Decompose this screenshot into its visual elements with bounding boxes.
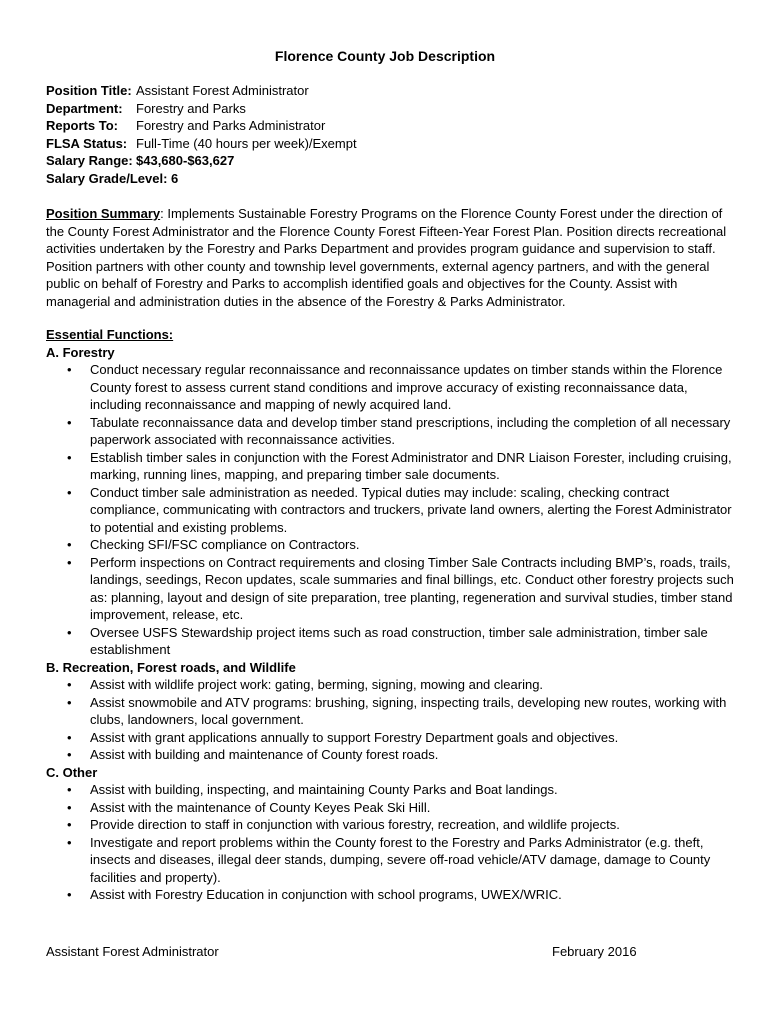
list-item-text: Oversee USFS Stewardship project items such as road construction, timber sale administration, timber sale establishment xyxy=(90,624,708,657)
list-item-text: Assist with wildlife project work: gating, berming, signing, mowing and clearing. xyxy=(90,677,544,692)
bullet-icon: • xyxy=(67,747,72,762)
position-summary-text: : Implements Sustainable Forestry Programs on the Florence County Forest under the direction of the County Forest Administrator and the Florence County Forest Fifteen-Year Forest Plan. Position directs recreational activities undertaken by the Forestry and Parks Department and provides program guidance and supervision to staff. Position partners with other county and township level governments, external agency partners, and with the general public on behalf of Forestry and Parks to accomplish identified goals and objectives for the County. Assist with managerial and administration duties in the absence of the Forestry & Parks Administrator. xyxy=(46,206,727,309)
bullet-icon: • xyxy=(67,624,72,640)
bullet-icon: • xyxy=(67,729,72,745)
bullet-icon: • xyxy=(67,362,72,377)
position-summary-label: Position Summary xyxy=(46,206,161,221)
list-item xyxy=(46,536,736,554)
list-item xyxy=(46,676,736,694)
list-item-text: Perform inspections on Contract requirements and closing Timber Sale Contracts including BMP’s, roads, trails, landings, seedings, Recon updates, scale summaries and final billings, etc. Conduct other forestry projects such as: planning, layout and design of site preparation, tree planting, regeneration and survival studies, timber stand improvement, release, etc. xyxy=(90,554,734,622)
bullet-icon: • xyxy=(67,799,72,815)
list-item xyxy=(46,484,736,537)
list-item xyxy=(46,694,736,729)
position-info-block xyxy=(46,82,357,187)
position-summary xyxy=(46,205,736,310)
footer-date: February 2016 xyxy=(552,944,637,959)
info-label: Position Title: xyxy=(46,83,132,98)
section-heading: B. Recreation, Forest roads, and Wildlife xyxy=(46,659,296,675)
bullet-icon: • xyxy=(67,414,72,430)
list-item-text: Tabulate reconnaissance data and develop timber stand prescriptions, including the completion of all necessary paperwork associated with reconnaissance activities. xyxy=(90,414,731,447)
essential-functions-heading: Essential Functions: xyxy=(46,327,174,342)
list-item-text: Assist with building, inspecting, and maintaining County Parks and Boat landings. xyxy=(90,782,558,797)
bullet-list xyxy=(46,676,736,764)
list-item-text: Assist with grant applications annually to support Forestry Department goals and objectives. xyxy=(90,729,619,745)
section-heading: C. Other xyxy=(46,764,98,780)
info-label: Salary Range: xyxy=(46,153,133,168)
bullet-icon: • xyxy=(67,694,72,710)
list-item xyxy=(46,361,736,414)
list-item-text: Establish timber sales in conjunction with the Forest Administrator and DNR Liaison Forester, including cruising, marking, running lines, mapping, and preparing timber sale documents. xyxy=(90,449,732,482)
bullet-list xyxy=(46,781,736,904)
list-item xyxy=(46,816,736,834)
list-item-text: Conduct timber sale administration as needed. Typical duties may include: scaling, checking contract compliance, communicating with contractors and truckers, private land owners, alerting the Forest Administrator to potential and existing problems. xyxy=(90,484,732,535)
list-item-text: Assist with the maintenance of County Keyes Peak Ski Hill. xyxy=(90,799,431,815)
list-item-text: Provide direction to staff in conjunction with various forestry, recreation, and wildlife projects. xyxy=(90,817,620,832)
list-item-text: Assist with building and maintenance of County forest roads. xyxy=(90,747,439,762)
info-label: FLSA Status: xyxy=(46,135,128,151)
sections-container xyxy=(46,344,736,904)
essential-functions xyxy=(46,326,736,904)
bullet-icon: • xyxy=(67,554,72,570)
footer-document-name: Assistant Forest Administrator xyxy=(46,944,219,959)
list-item-text: Conduct necessary regular reconnaissance and reconnaissance updates on timber stands within the Florence County forest to assess current stand conditions and improve accuracy of existing reconnaissance data, including reconnaissance and mapping of newly acquired land. xyxy=(90,362,723,412)
list-item xyxy=(46,799,736,817)
info-value: $43,680-$63,627 xyxy=(136,153,235,168)
info-value: Assistant Forest Administrator xyxy=(136,83,309,98)
list-item xyxy=(46,729,736,747)
bullet-icon: • xyxy=(67,449,72,465)
list-item-text: Assist with Forestry Education in conjunction with school programs, UWEX/WRIC. xyxy=(90,887,562,902)
bullet-icon: • xyxy=(67,782,72,797)
info-value: Forestry and Parks Administrator xyxy=(136,118,326,133)
info-row-department xyxy=(46,100,357,118)
document-title: Florence County Job Description xyxy=(274,48,496,64)
bullet-icon: • xyxy=(67,537,72,552)
info-row-reports-to xyxy=(46,117,357,135)
info-label: Reports To: xyxy=(46,118,118,133)
bullet-icon: • xyxy=(67,887,72,902)
bullet-icon: • xyxy=(67,817,72,832)
list-item xyxy=(46,449,736,484)
info-value: Full-Time (40 hours per week)/Exempt xyxy=(136,135,357,151)
bullet-list xyxy=(46,361,736,659)
info-row-flsa-status xyxy=(46,135,357,153)
info-value: Forestry and Parks xyxy=(136,100,246,116)
list-item xyxy=(46,414,736,449)
list-item xyxy=(46,781,736,799)
info-row-salary-range xyxy=(46,152,357,170)
list-item xyxy=(46,834,736,887)
section-heading: A. Forestry xyxy=(46,344,115,360)
list-item xyxy=(46,886,736,904)
list-item-text: Checking SFI/FSC compliance on Contractors. xyxy=(90,537,360,552)
list-item xyxy=(46,624,736,659)
list-item xyxy=(46,554,736,624)
info-row-position-title xyxy=(46,82,357,100)
salary-grade: Salary Grade/Level: 6 xyxy=(46,170,179,186)
bullet-icon: • xyxy=(67,484,72,500)
list-item-text: Investigate and report problems within the County forest to the Forestry and Parks Administrator (e.g. theft, insects and diseases, illegal deer stands, dumping, severe off-road vehicle/ATV damage, damage to County facilities and property). xyxy=(90,834,711,885)
bullet-icon: • xyxy=(67,834,72,850)
list-item xyxy=(46,746,736,764)
info-label: Department: xyxy=(46,100,123,116)
list-item-text: Assist snowmobile and ATV programs: brushing, signing, inspecting trails, developing new routes, working with clubs, landowners, local government. xyxy=(90,694,727,727)
bullet-icon: • xyxy=(67,677,72,692)
